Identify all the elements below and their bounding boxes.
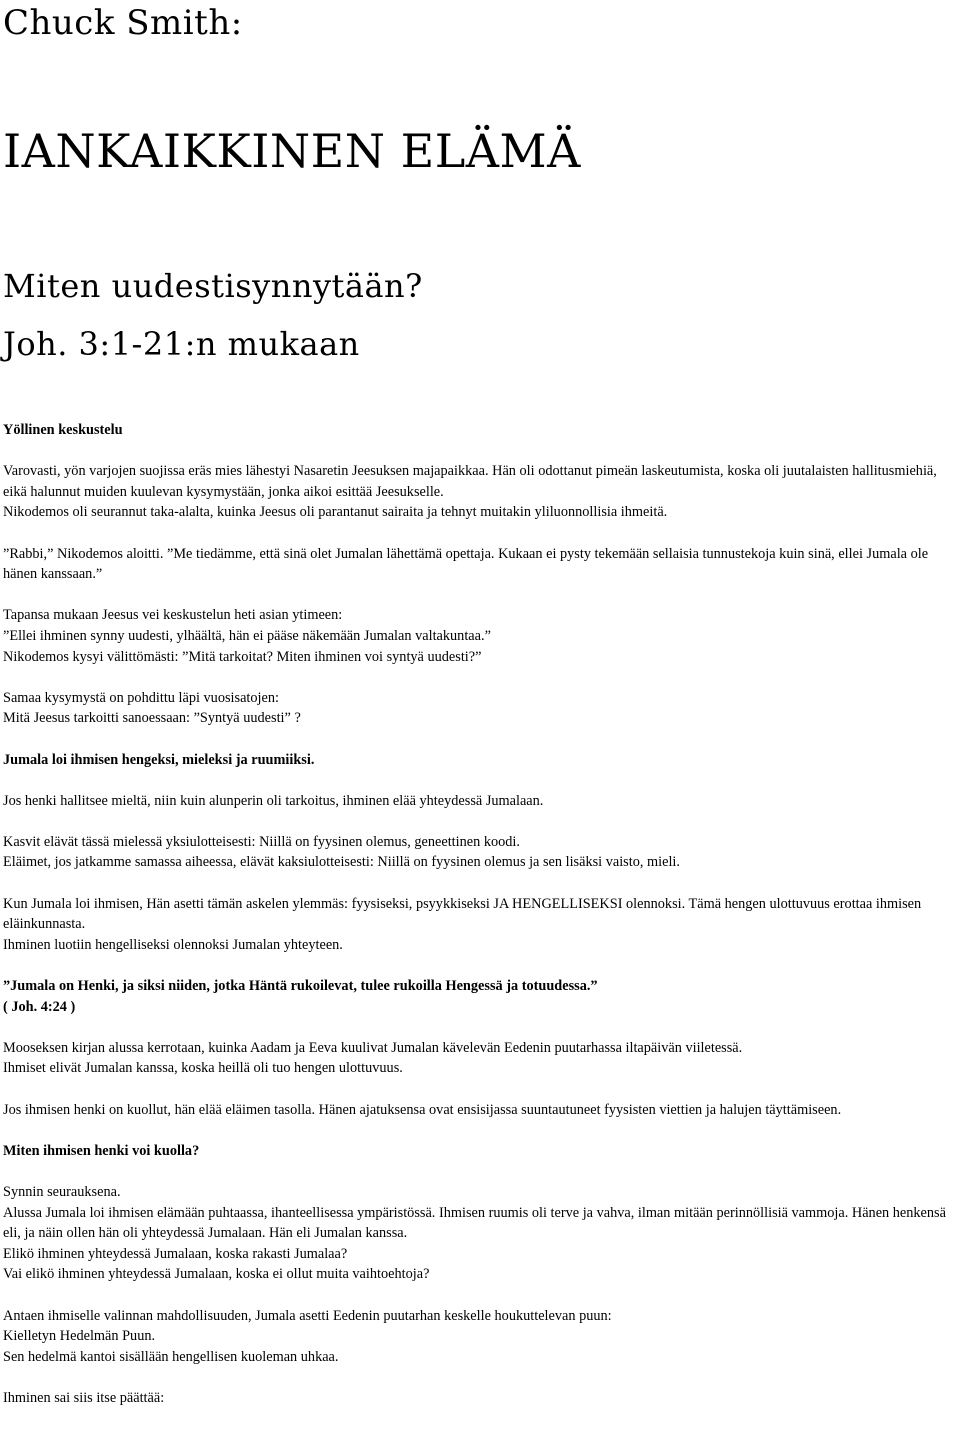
paragraph-gap [3, 667, 955, 688]
paragraph-gap [3, 729, 955, 750]
text-line: Alussa Jumala loi ihmisen elämään puhtaassa, ihanteellisessa ympäristössä. Ihmisen ruumis oli terve ja vahva, ilman mitään perinnöllisiä vammoja. Hänen henkensä eli, ja näin ollen hän oli yhteydessä Jumalaan. Hän eli Jumalan kanssa. [3, 1204, 946, 1242]
bold-text-line: Yöllinen keskustelu [3, 422, 123, 438]
text-line: ”Ellei ihminen synny uudesti, ylhäältä, hän ei pääse näkemään Jumalan valtakuntaa.” [3, 627, 491, 644]
paragraph-block [3, 791, 955, 812]
paragraph-gap [3, 585, 955, 606]
paragraph-block [3, 832, 955, 873]
paragraph-block [3, 1100, 955, 1121]
paragraph-gap [3, 873, 955, 894]
text-line: Mitä Jeesus tarkoitti sanoessaan: ”Syntyä uudesti” ? [3, 710, 301, 727]
document-title: IANKAIKKINEN ELÄMÄ [3, 124, 581, 178]
subtitle-question: Miten uudestisynnytään? [3, 267, 423, 305]
paragraph-block [3, 894, 955, 956]
paragraph-block [3, 1306, 955, 1368]
paragraph-block [3, 1388, 955, 1409]
text-line: Ihminen sai siis itse päättää: [3, 1389, 165, 1406]
paragraph-gap [3, 770, 955, 791]
text-line: Elikö ihminen yhteydessä Jumalaan, koska rakasti Jumalaa? [3, 1245, 348, 1262]
paragraph-gap [3, 811, 955, 832]
paragraph-block [3, 976, 955, 1017]
paragraph-block [3, 750, 955, 771]
text-line: Nikodemos oli seurannut taka-alalta, kuinka Jeesus oli parantanut sairaita ja tehnyt muitakin yliluonnollisia ihmeitä. [3, 504, 668, 521]
paragraph-block [3, 688, 955, 729]
paragraph-block [3, 605, 955, 667]
text-line: Eläimet, jos jatkamme samassa aiheessa, elävät kaksiulotteisesti: Niillä on fyysinen olemus ja sen lisäksi vaisto, mieli. [3, 854, 680, 871]
subtitle-reference: Joh. 3:1-21:n mukaan [3, 325, 360, 363]
bold-text-line: ”Jumala on Henki, ja siksi niiden, jotka Häntä rukoilevat, tulee rukoilla Hengessä ja totuudessa.” [3, 978, 598, 995]
text-line: Varovasti, yön varjojen suojissa eräs mies lähestyi Nasaretin Jeesuksen majapaikkaa. Hän oli odottanut pimeän laskeutumista, koska oli juutalaisten hallitusmiehiä, eikä halunnut muiden kuulevan kysymystään, jonka aikoi esittää Jeesukselle. [3, 463, 937, 500]
document-body [3, 420, 955, 1409]
text-line: Jos henki hallitsee mieltä, niin kuin alunperin oli tarkoitus, ihminen elää yhteydessä Jumalaan. [3, 792, 544, 809]
paragraph-gap [3, 1120, 955, 1141]
text-line: Jos ihmisen henki on kuollut, hän elää eläimen tasolla. Hänen ajatuksensa ovat ensisijassa suuntautuneet fyysisten viettien ja halujen täyttämiseen. [3, 1101, 842, 1118]
paragraph-gap [3, 1161, 955, 1182]
text-line: Tapansa mukaan Jeesus vei keskustelun heti asian ytimeen: [3, 607, 343, 624]
text-line: Kielletyn Hedelmän Puun. [3, 1328, 156, 1345]
text-line: Mooseksen kirjan alussa kerrotaan, kuinka Aadam ja Eeva kuulivat Jumalan kävelevän Eedenin puutarhassa iltapäivän viiletessä. [3, 1039, 743, 1056]
text-line: Ihminen luotiin hengelliseksi olennoksi Jumalan yhteyteen. [3, 936, 343, 953]
text-line: Kasvit elävät tässä mielessä yksiulotteisesti: Niillä on fyysinen olemus, geneettinen koodi. [3, 833, 520, 850]
paragraph-gap [3, 1017, 955, 1038]
text-line: Ihmiset elivät Jumalan kanssa, koska heillä oli tuo hengen ulottuvuus. [3, 1060, 403, 1077]
paragraph-gap [3, 441, 955, 462]
paragraph-block [3, 1038, 955, 1079]
text-line: Antaen ihmiselle valinnan mahdollisuuden, Jumala asetti Eedenin puutarhan keskelle houkuttelevan puun: [3, 1307, 612, 1324]
paragraph-block [3, 461, 955, 523]
paragraph-gap [3, 1079, 955, 1100]
paragraph-gap [3, 523, 955, 544]
text-line: Nikodemos kysyi välittömästi: ”Mitä tarkoitat? Miten ihminen voi syntyä uudesti?” [3, 648, 482, 665]
bold-text-line: Miten ihmisen henki voi kuolla? [3, 1142, 200, 1159]
text-line: Synnin seurauksena. [3, 1183, 121, 1200]
author-heading: Chuck Smith: [3, 3, 243, 43]
paragraph-block [3, 420, 955, 441]
text-line: ”Rabbi,” Nikodemos aloitti. ”Me tiedämme, että sinä olet Jumalan lähettämä opettaja. Kukaan ei pysty tekemään sellaisia tunnustekoja kuin sinä, ellei Jumala ole hänen kanssaan.” [3, 545, 929, 583]
bold-text-line: Jumala loi ihmisen hengeksi, mieleksi ja ruumiiksi. [3, 751, 315, 768]
paragraph-block [3, 1141, 955, 1162]
text-line: Vai elikö ihminen yhteydessä Jumalaan, koska ei ollut muita vaihtoehtoja? [3, 1266, 430, 1283]
text-line: Samaa kysymystä on pohdittu läpi vuosisatojen: [3, 689, 279, 706]
text-line: Kun Jumala loi ihmisen, Hän asetti tämän askelen ylemmäs: fyysiseksi, psyykkiseksi JA HENGELLISEKSI olennoksi. Tämä hengen ulottuvuus erottaa ihmisen eläinkunnasta. [3, 895, 922, 933]
paragraph-gap [3, 1367, 955, 1388]
paragraph-block [3, 1182, 955, 1285]
paragraph-block [3, 544, 955, 585]
bold-text-line: ( Joh. 4:24 ) [3, 998, 76, 1015]
text-line: Sen hedelmä kantoi sisällään hengellisen kuoleman uhkaa. [3, 1348, 339, 1365]
paragraph-gap [3, 1285, 955, 1306]
paragraph-gap [3, 955, 955, 976]
